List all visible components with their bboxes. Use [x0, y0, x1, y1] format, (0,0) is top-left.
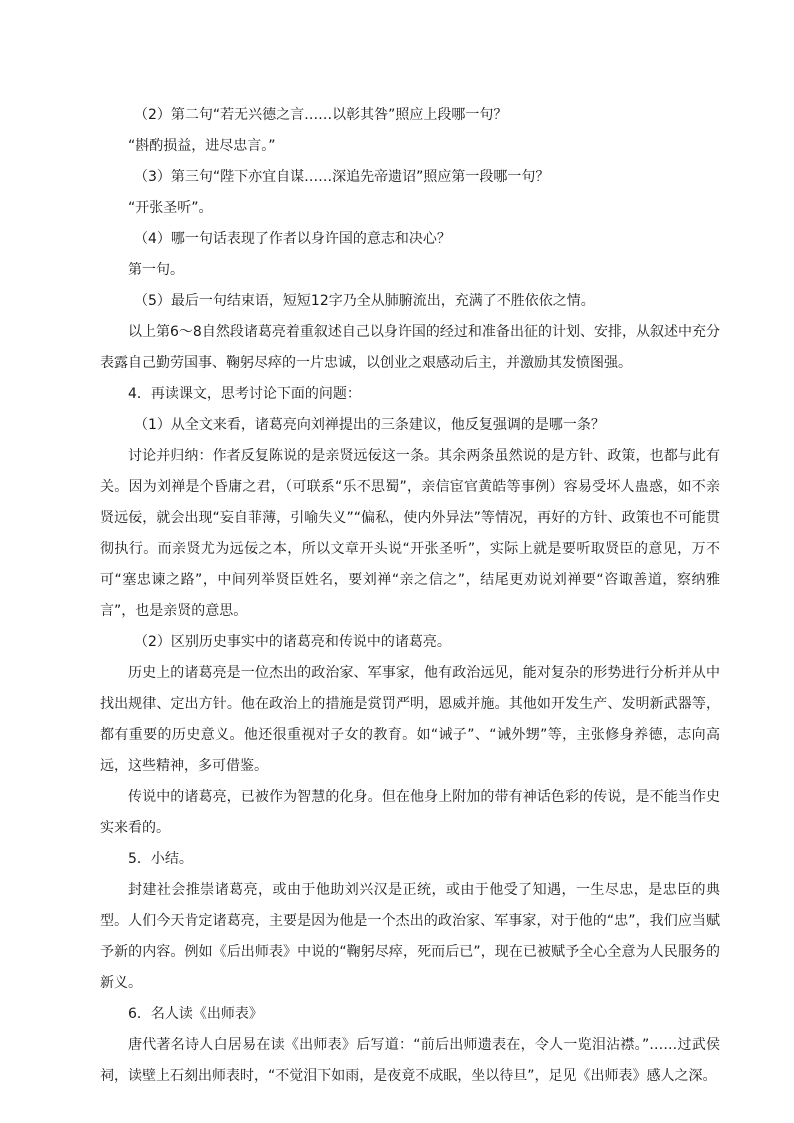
section-6-heading: 6．名人读《出师表》 [128, 1006, 263, 1022]
discussion-question-2: （2）区别历史事实中的诸葛亮和传说中的诸葛亮。 [134, 634, 451, 650]
discussion-answer-1: 讨论并归纳：作者反复陈说的是亲贤远佞这一条。其余两条虽然说的是方针、政策，也都与此有关。因为刘禅是个昏庸之君，（可联系“乐不思蜀”，亲信宦官黄皓等事例）容易受坏人蛊惑，如不亲贤远佞，就会出现“妄自菲薄，引喻失义”“偏私，使内外异法”等情况，再好的方针、政策也不可能贯彻执行。而亲贤尤为远佞之本，所以文章开头说“开张圣听”，实际上就是要听取贤臣的意见，万不可“塞忠谏之路”，中间列举贤臣姓名，要刘禅“亲之信之”，结尾更劝说刘禅要“咨诹善道，察纳雅言”，也是亲贤的意思。 [100, 448, 720, 619]
answer-4: 第一句。 [128, 262, 184, 278]
answer-3: “开张圣听”。 [128, 200, 213, 216]
question-4: （4）哪一句话表现了作者以身许国的意志和决心？ [134, 231, 451, 247]
discussion-question-1: （1）从全文来看，诸葛亮向刘禅提出的三条建议，他反复强调的是哪一条？ [134, 417, 605, 433]
bai-juyi-paragraph: 唐代著名诗人白居易在读《出师表》后写道：“前后出师遗表在，令人一览泪沾襟。”……过武侯祠，读壁上石刻出师表时，“不觉泪下如雨，是夜竟不成眠，坐以待旦”，足见《出师表》感人之深。 [100, 1037, 720, 1084]
point-5: （5）最后一句结束语，短短12字乃全从肺腑流出，充满了不胜依依之情。 [134, 293, 595, 309]
section-5-heading: 5．小结。 [128, 851, 193, 867]
legendary-zhuge-liang: 传说中的诸葛亮，已被作为智慧的化身。但在他身上附加的带有神话色彩的传说，是不能当作史实来看的。 [100, 789, 720, 836]
question-3: （3）第三句“陛下亦宜自谋……深追先帝遗诏”照应第一段哪一句？ [134, 169, 550, 185]
summary-paragraph: 以上第6～8自然段诸葛亮着重叙述自己以身许国的经过和准备出征的计划、安排，从叙述中充分表露自己勤劳国事、鞠躬尽瘁的一片忠诚，以创业之艰感动后主，并激励其发愤图强。 [100, 324, 720, 371]
conclusion-paragraph: 封建社会推崇诸葛亮，或由于他助刘兴汉是正统，或由于他受了知遇，一生尽忠，是忠臣的典型。人们今天肯定诸葛亮，主要是因为他是一个杰出的政治家、军事家，对于他的“忠”，我们应当赋予新的内容。例如《后出师表》中说的“鞠躬尽瘁，死而后已”，现在已被赋予全心全意为人民服务的新义。 [100, 882, 720, 991]
document-body [100, 100, 720, 1092]
question-2: （2）第二句“若无兴德之言……以彰其咎”照应上段哪一句？ [134, 107, 508, 123]
answer-2: “斟酌损益，进尽忠言。” [128, 138, 276, 154]
historical-zhuge-liang: 历史上的诸葛亮是一位杰出的政治家、军事家，他有政治远见，能对复杂的形势进行分析并从中找出规律、定出方针。他在政治上的措施是赏罚严明，恩威并施。其他如开发生产、发明新武器等，都有重要的历史意义。他还很重视对子女的教育。如“诫子”、“诫外甥”等，主张修身养德，志向高远，这些精神，多可借鉴。 [100, 665, 720, 774]
section-4-heading: 4．再读课文，思考讨论下面的问题： [128, 386, 361, 402]
